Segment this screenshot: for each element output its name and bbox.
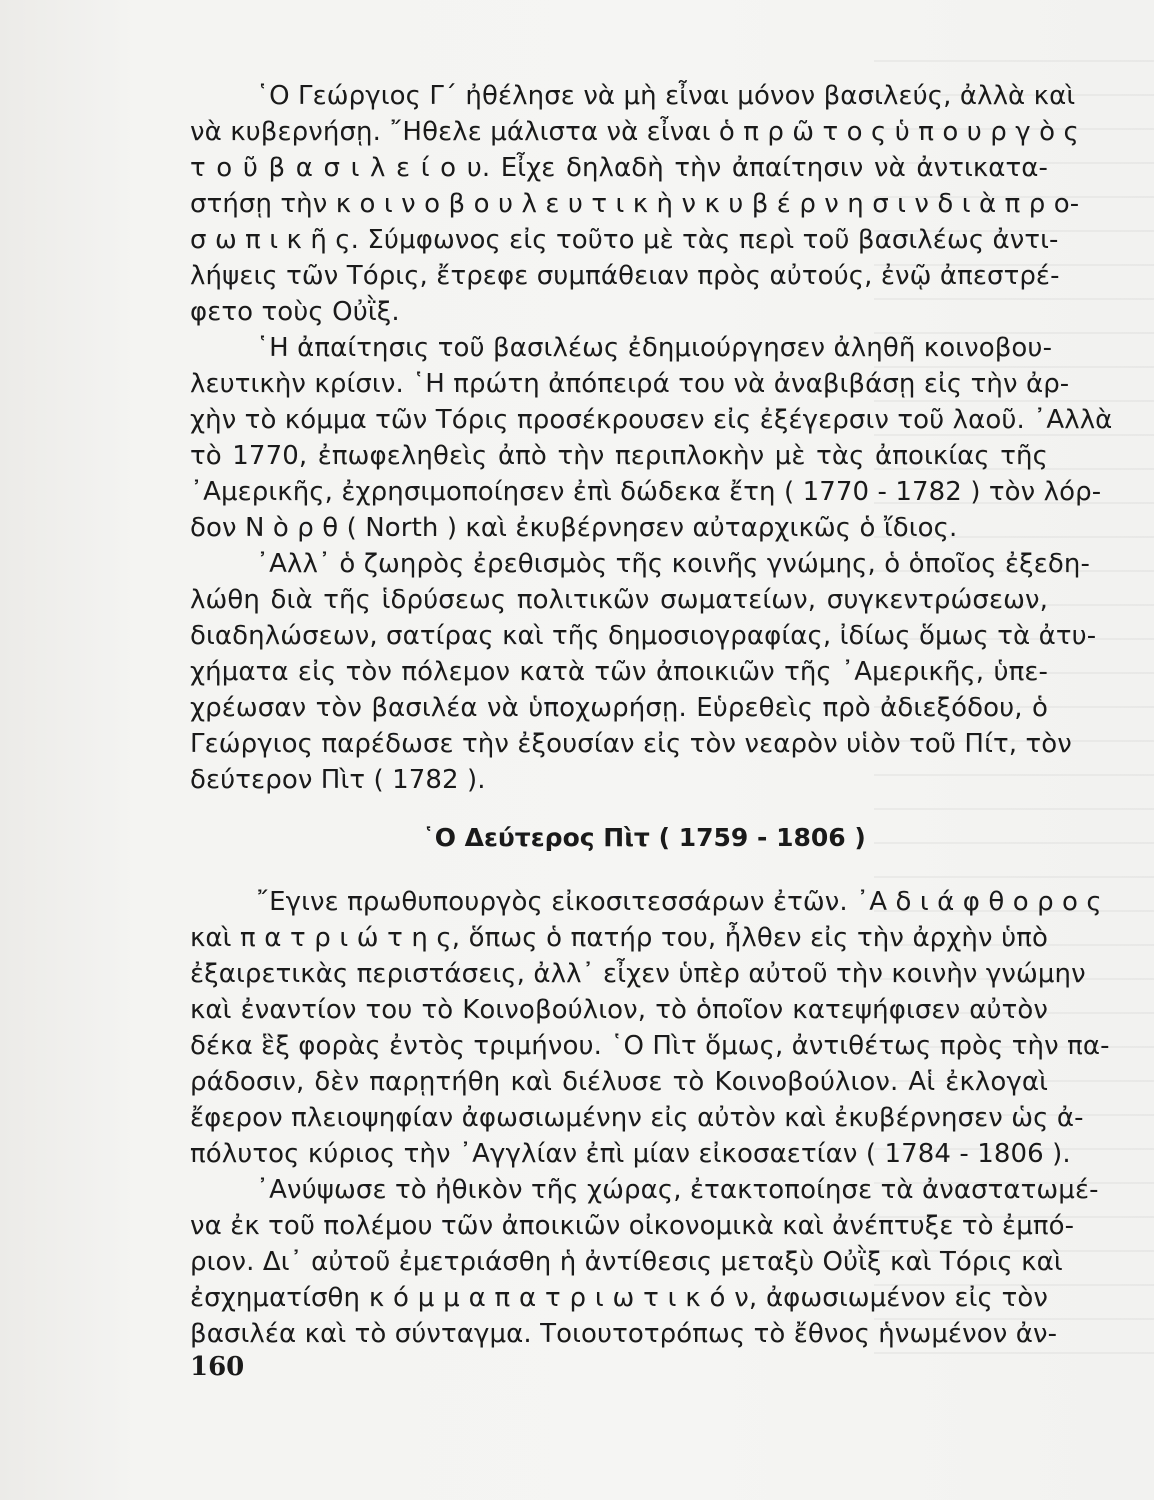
text-line: ῎Εγινε πρωθυπουργὸς εἰκοσιτεσσάρων ἐτῶν. ᾿Α δ ι ά φ θ ο ρ ο ς <box>256 887 1102 917</box>
paragraph-4 <box>190 884 1110 1172</box>
text-line: λευτικὴν κρίσιν. ῾Η πρώτη ἀπόπειρά του νὰ ἀναβιβάσῃ εἰς τὴν ἀρ- <box>190 369 1070 399</box>
text-line: τὸ 1770, ἐπωφεληθεὶς ἀπὸ τὴν περιπλοκὴν μὲ τὰς ἀποικίας τῆς <box>190 441 1048 471</box>
text-line: λήψεις τῶν Τόρις, ἔτρεφε συμπάθειαν πρὸς αὐτούς, ἐνῷ ἀπεστρέ- <box>190 261 1060 291</box>
text-line: ῾Η ἀπαίτησις τοῦ βασιλέως ἐδημιούργησεν ἀληθῆ κοινοβου- <box>256 333 1053 363</box>
page-number: 160 <box>190 1352 245 1382</box>
text-line: ᾿Αλλ᾿ ὁ ζωηρὸς ἐρεθισμὸς τῆς κοινῆς γνώμης, ὁ ὁποῖος ἐξεδη- <box>256 549 1090 579</box>
text-line: ἐξαιρετικὰς περιστάσεις, ἀλλ᾿ εἶχεν ὑπὲρ αὐτοῦ τὴν κοινὴν γνώμην <box>190 959 1086 989</box>
text-line: στήσῃ τὴν κ ο ι ν ο β ο υ λ ε υ τ ι κ ὴ ν κ υ β έ ρ ν η σ ι ν δ ι ὰ π ρ ο- <box>190 189 1080 219</box>
text-line: βασιλέα καὶ τὸ σύνταγμα. Τοιουτοτρόπως τὸ ἔθνος ἡνωμένον ἀν- <box>190 1319 1058 1349</box>
text-line: λώθη διὰ τῆς ἱδρύσεως πολιτικῶν σωματείων, συγκεντρώσεων, <box>190 585 1048 615</box>
paragraph-3 <box>190 546 1097 798</box>
text-line: νὰ κυβερνήσῃ. ῎Ηθελε μάλιστα νὰ εἶναι ὁ π ρ ῶ τ ο ς ὑ π ο υ ρ γ ὸ ς <box>190 117 1079 147</box>
paragraph-2 <box>190 330 1113 546</box>
text-line: ἔφερον πλειοψηφίαν ἀφωσιωμένην εἰς αὐτὸν καὶ ἐκυβέρνησεν ὡς ἀ- <box>190 1103 1084 1133</box>
text-line: ἐσχηματίσθη κ ό μ μ α π α τ ρ ι ω τ ι κ ό ν, ἀφωσιωμένον εἰς τὸν <box>190 1283 1048 1313</box>
text-line: Γεώργιος παρέδωσε τὴν ἐξουσίαν εἰς τὸν νεαρὸν υἱὸν τοῦ Πίτ, τὸν <box>190 729 1072 759</box>
text-line: πόλυτος κύριος τὴν ᾿Αγγλίαν ἐπὶ μίαν εἰκοσαετίαν ( 1784 - 1806 ). <box>190 1139 1071 1169</box>
text-line: δον Ν ὸ ρ θ ( North ) καὶ ἐκυβέρνησεν αὐταρχικῶς ὁ ἴδιος. <box>190 513 958 543</box>
text-line: καὶ ἐναντίον του τὸ Κοινοβούλιον, τὸ ὁποῖον κατεψήφισεν αὐτὸν <box>190 995 1048 1025</box>
text-line: χὴν τὸ κόμμα τῶν Τόρις προσέκρουσεν εἰς ἐξέγερσιν τοῦ λαοῦ. ᾿Αλλὰ <box>190 405 1113 435</box>
text-line: χήματα εἰς τὸν πόλεμον κατὰ τῶν ἀποικιῶν τῆς ᾿Αμερικῆς, ὑπε- <box>190 657 1048 687</box>
text-line: καὶ π α τ ρ ι ώ τ η ς, ὅπως ὁ πατήρ του, ἦλθεν εἰς τὴν ἀρχὴν ὑπὸ <box>190 923 1048 953</box>
paragraph-1 <box>190 78 1080 330</box>
text-line: ῾Ο Γεώργιος Γ΄ ἠθέλησε νὰ μὴ εἶναι μόνον βασιλεύς, ἀλλὰ καὶ <box>256 81 1076 111</box>
text-line: ᾿Αμερικῆς, ἐχρησιμοποίησεν ἐπὶ δώδεκα ἔτη ( 1770 - 1782 ) τὸν λόρ- <box>190 477 1102 507</box>
text-line: φετο τοὺς Οὐῒξ. <box>190 297 400 327</box>
text-line: ᾿Ανύψωσε τὸ ἠθικὸν τῆς χώρας, ἐτακτοποίησε τὰ ἀναστατωμέ- <box>256 1175 1099 1205</box>
text-line: χρέωσαν τὸν βασιλέα νὰ ὑποχωρήσῃ. Εὑρεθεὶς πρὸ ἀδιεξόδου, ὁ <box>190 693 1048 723</box>
text-line: ράδοσιν, δὲν παρῃτήθη καὶ διέλυσε τὸ Κοινοβούλιον. Αἱ ἐκλογαὶ <box>190 1067 1048 1097</box>
text-line: ριον. Δι᾿ αὐτοῦ ἐμετριάσθη ἡ ἀντίθεσις μεταξὺ Οὐῒξ καὶ Τόρις καὶ <box>190 1247 1063 1277</box>
section-heading: ῾Ο Δεύτερος Πὶτ ( 1759 - 1806 ) <box>422 823 866 852</box>
paragraph-5 <box>190 1172 1099 1352</box>
text-line: να ἐκ τοῦ πολέμου τῶν ἀποικιῶν οἰκονομικὰ καὶ ἀνέπτυξε τὸ ἐμπό- <box>190 1211 1075 1241</box>
text-line: σ ω π ι κ ῆ ς. Σύμφωνος εἰς τοῦτο μὲ τὰς περὶ τοῦ βασιλέως ἀντι- <box>190 225 1059 255</box>
text-line: δεύτερον Πὶτ ( 1782 ). <box>190 765 486 795</box>
text-line: διαδηλώσεων, σατίρας καὶ τῆς δημοσιογραφίας, ἰδίως ὅμως τὰ ἀτυ- <box>190 621 1097 651</box>
text-line: τ ο ῦ β α σ ι λ ε ί ο υ. Εἶχε δηλαδὴ τὴν ἀπαίτησιν νὰ ἀντικατα- <box>190 153 1048 183</box>
text-line: δέκα ἓξ φορὰς ἐντὸς τριμήνου. ῾Ο Πὶτ ὅμως, ἀντιθέτως πρὸς τὴν πα- <box>190 1031 1110 1061</box>
